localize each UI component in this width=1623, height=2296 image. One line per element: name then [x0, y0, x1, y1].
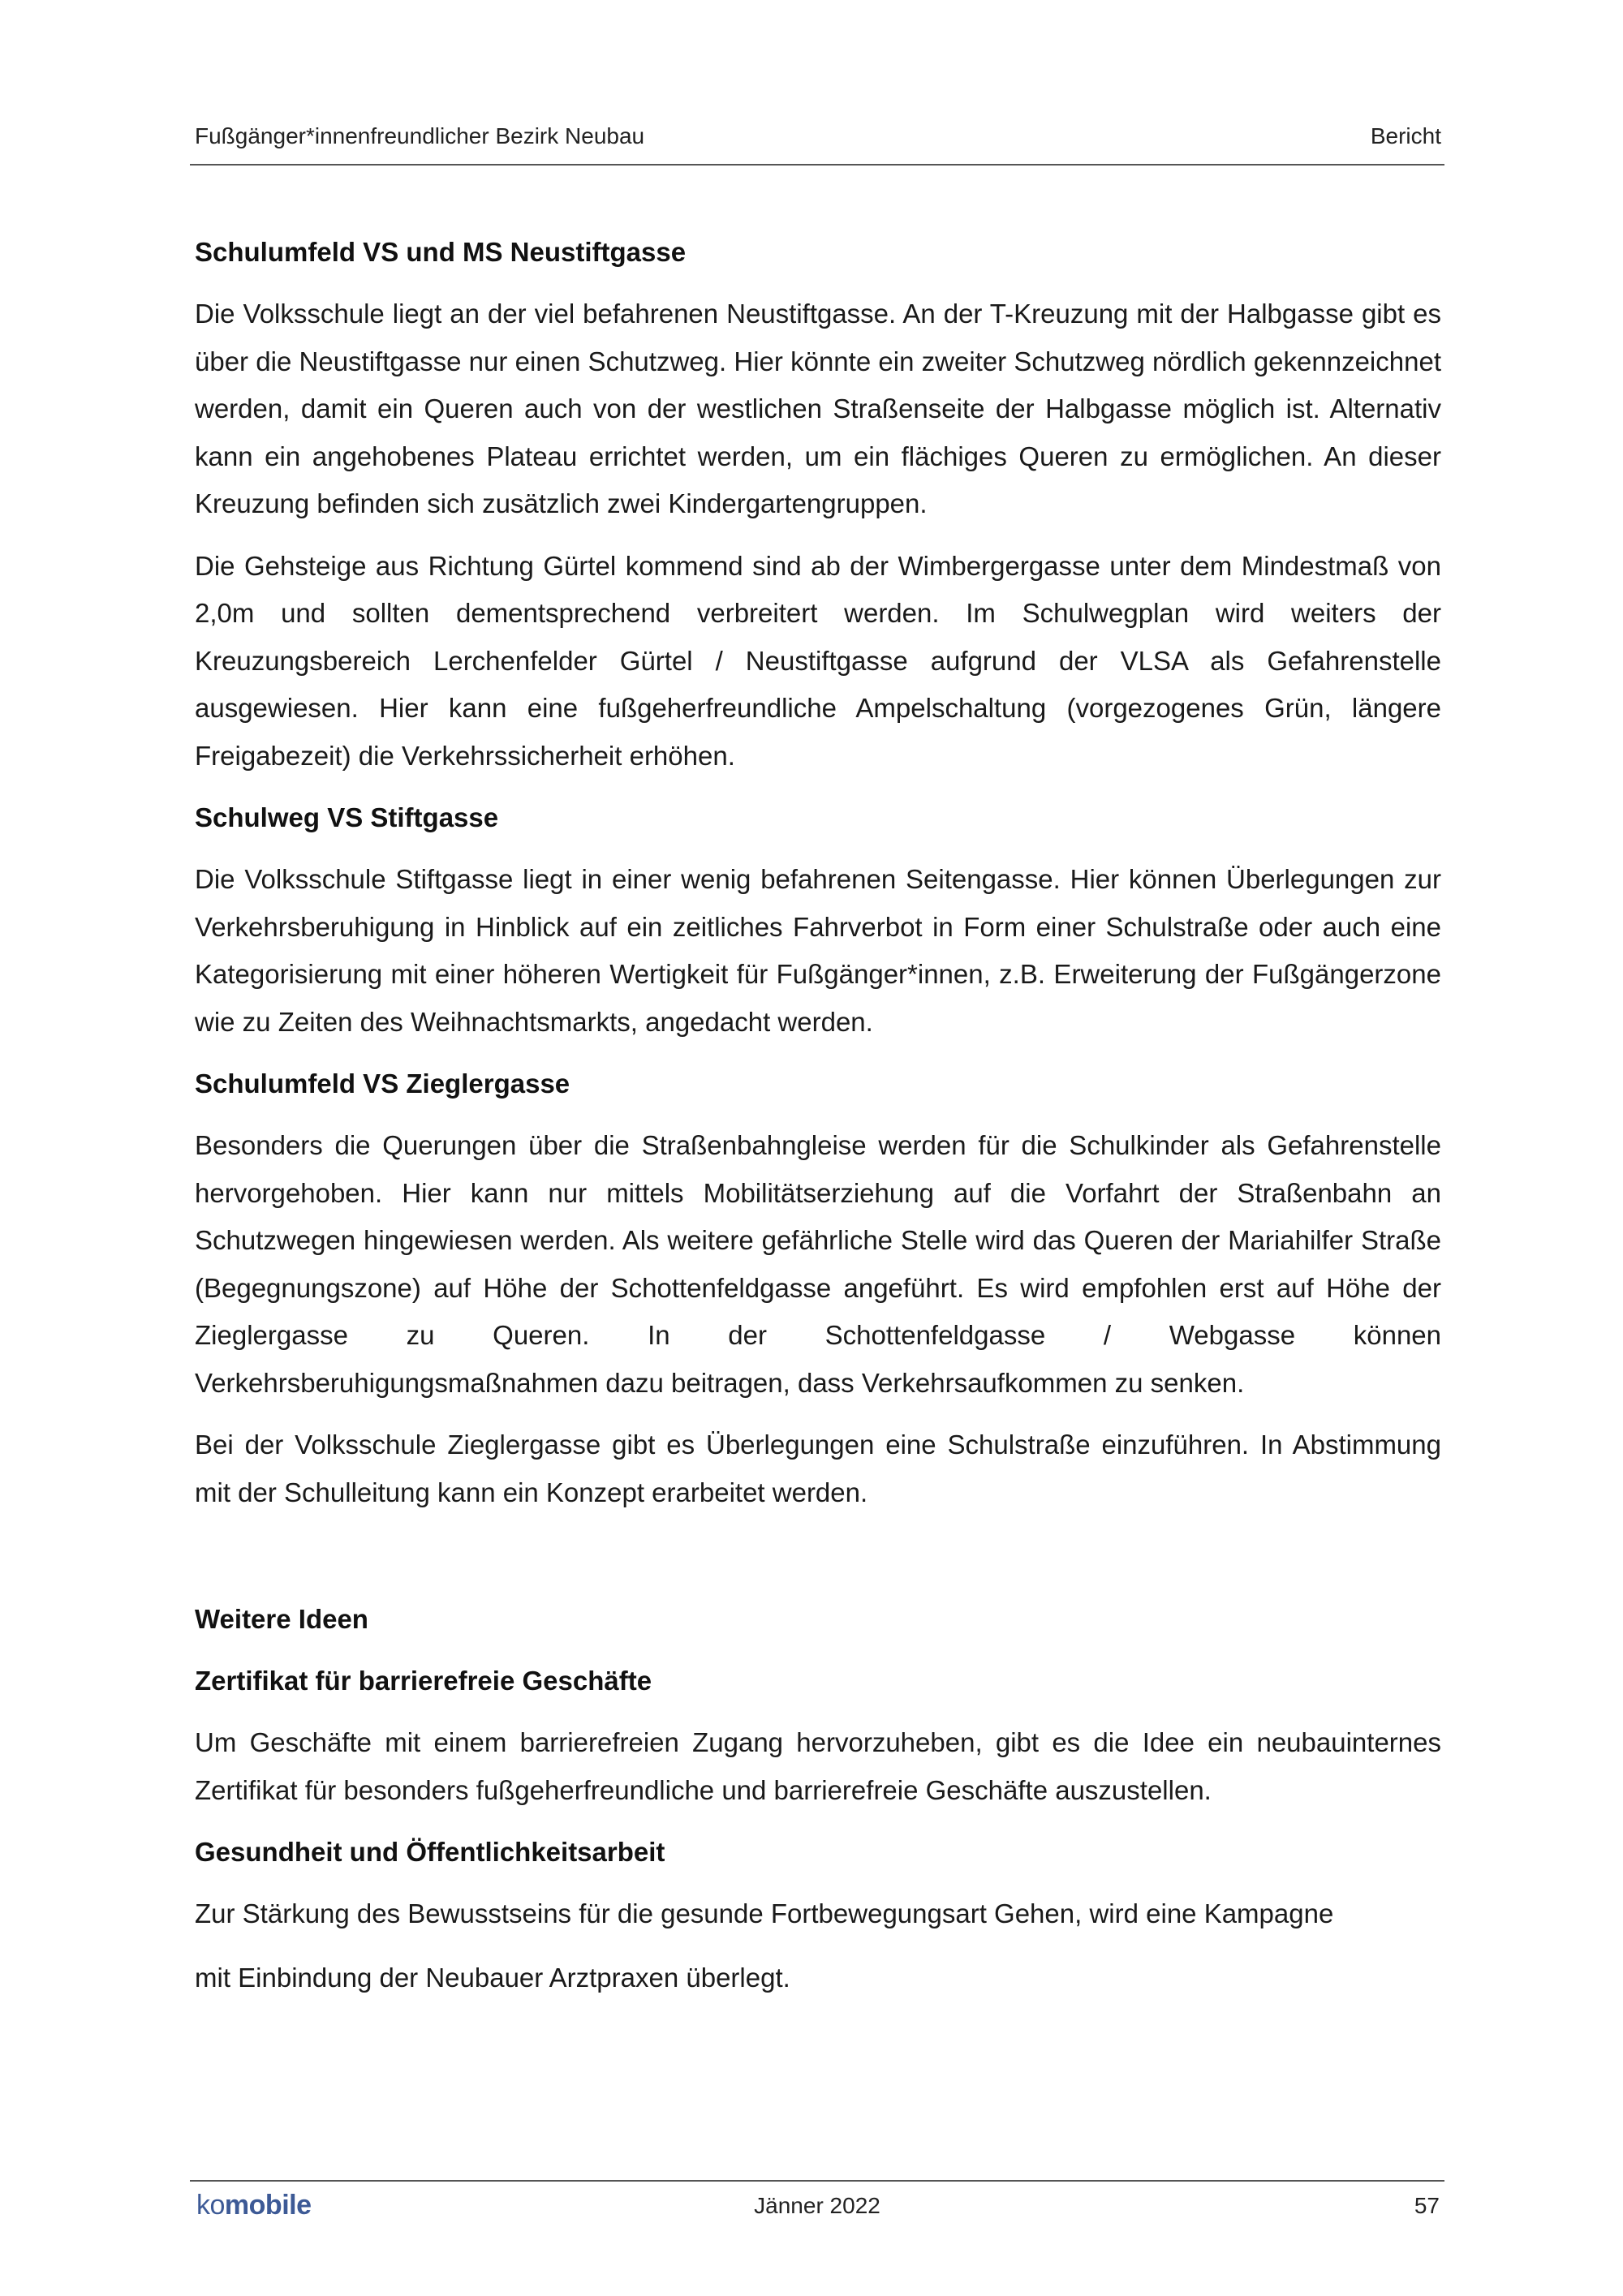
header-title: Fußgänger*innenfreundlicher Bezirk Neubau [195, 123, 645, 148]
logo-text-mobile: mobile [224, 2190, 312, 2221]
header-doc-type: Bericht [1370, 123, 1441, 148]
section-heading: Weitere Ideen [195, 1604, 368, 1634]
main-content [195, 229, 1441, 2016]
logo-text-ko: ko [196, 2190, 225, 2221]
paragraph: Die Volksschule liegt an der viel befahrenen Neustiftgasse. An der T-Kreuzung mit der Halbgasse gibt es über die Neustiftgasse nur einen Schutzweg. Hier könnte ein zweiter Schutzweg nördlich gekennzeichnet werden, damit ein Queren auch von der westlichen Straßenseite der Halbgasse möglich ist. Alternativ kann ein angehobenes Plateau errichtet werden, um ein flächiges Queren zu ermöglichen. An dieser Kreuzung befinden sich zusätzlich zwei Kindergartengruppen. [195, 299, 1441, 518]
paragraph: Bei der Volksschule Zieglergasse gibt es Überlegungen eine Schulstraße einzuführen. In Abstimmung mit der Schulleitung kann ein Konzept erarbeitet werden. [195, 1430, 1441, 1507]
section-heading: Gesundheit und Öffentlichkeitsarbeit [195, 1837, 665, 1867]
spacer [195, 1531, 1441, 1596]
paragraph-line: mit Einbindung der Neubauer Arztpraxen überlegt. [195, 1962, 790, 1993]
paragraph: Um Geschäfte mit einem barrierefreien Zugang hervorzuheben, gibt es die Idee ein neubauinternes Zertifikat für besonders fußgeherfreundliche und barrierefreie Geschäfte auszustellen. [195, 1727, 1441, 1805]
footer-date: Jänner 2022 [754, 2193, 880, 2218]
section-heading: Schulumfeld VS und MS Neustiftgasse [195, 237, 687, 267]
section-heading: Schulweg VS Stiftgasse [195, 802, 499, 832]
page-number: 57 [1414, 2193, 1440, 2218]
section-heading: Zertifikat für barrierefreie Geschäfte [195, 1666, 652, 1696]
paragraph: Besonders die Querungen über die Straßenbahngleise werden für die Schulkinder als Gefahrenstelle hervorgehoben. Hier kann nur mittels Mobilitätserziehung auf die Vorfahrt der Straßenbahn an Schutzwegen hingewiesen werden. Als weitere gefährliche Stelle wird das Queren der Mariahilfer Straße (Begegnungszone) auf Höhe der Schottenfeldgasse angeführt. Es wird empfohlen erst auf Höhe der Zieglergasse zu Queren. In der Schottenfeldgasse / Webgasse können Verkehrsberuhigungsmaßnahmen dazu beitragen, dass Verkehrsaufkommen zu senken. [195, 1130, 1441, 1398]
page-header [190, 122, 1444, 166]
paragraph: Die Gehsteige aus Richtung Gürtel kommend sind ab der Wimbergergasse unter dem Mindestmaß von 2,0m und sollten dementsprechend verbreitert werden. Im Schulwegplan wird weiters der Kreuzungsbereich Lerchenfelder Gürtel / Neustiftgasse aufgrund der VLSA als Gefahrenstelle ausgewiesen. Hier kann eine fußgeherfreundliche Ampelschaltung (vorgezogenes Grün, längere Freigabezeit) die Verkehrssicherheit erhöhen. [195, 550, 1441, 771]
paragraph: Die Volksschule Stiftgasse liegt in einer wenig befahrenen Seitengasse. Hier können Überlegungen zur Verkehrsberuhigung in Hinblick auf ein zeitliches Fahrverbot in Form einer Schulstraße oder auch eine Kategorisierung mit einer höheren Wertigkeit für Fußgänger*innen, z.B. Erweiterung der Fußgängerzone wie zu Zeiten des Weihnachtsmarkts, angedacht werden. [195, 864, 1441, 1037]
page-footer [190, 2180, 1444, 2238]
paragraph-line: Zur Stärkung des Bewusstseins für die gesunde Fortbewegungsart Gehen, wird eine Kampagne [195, 1898, 1334, 1928]
section-heading: Schulumfeld VS Zieglergasse [195, 1068, 570, 1099]
